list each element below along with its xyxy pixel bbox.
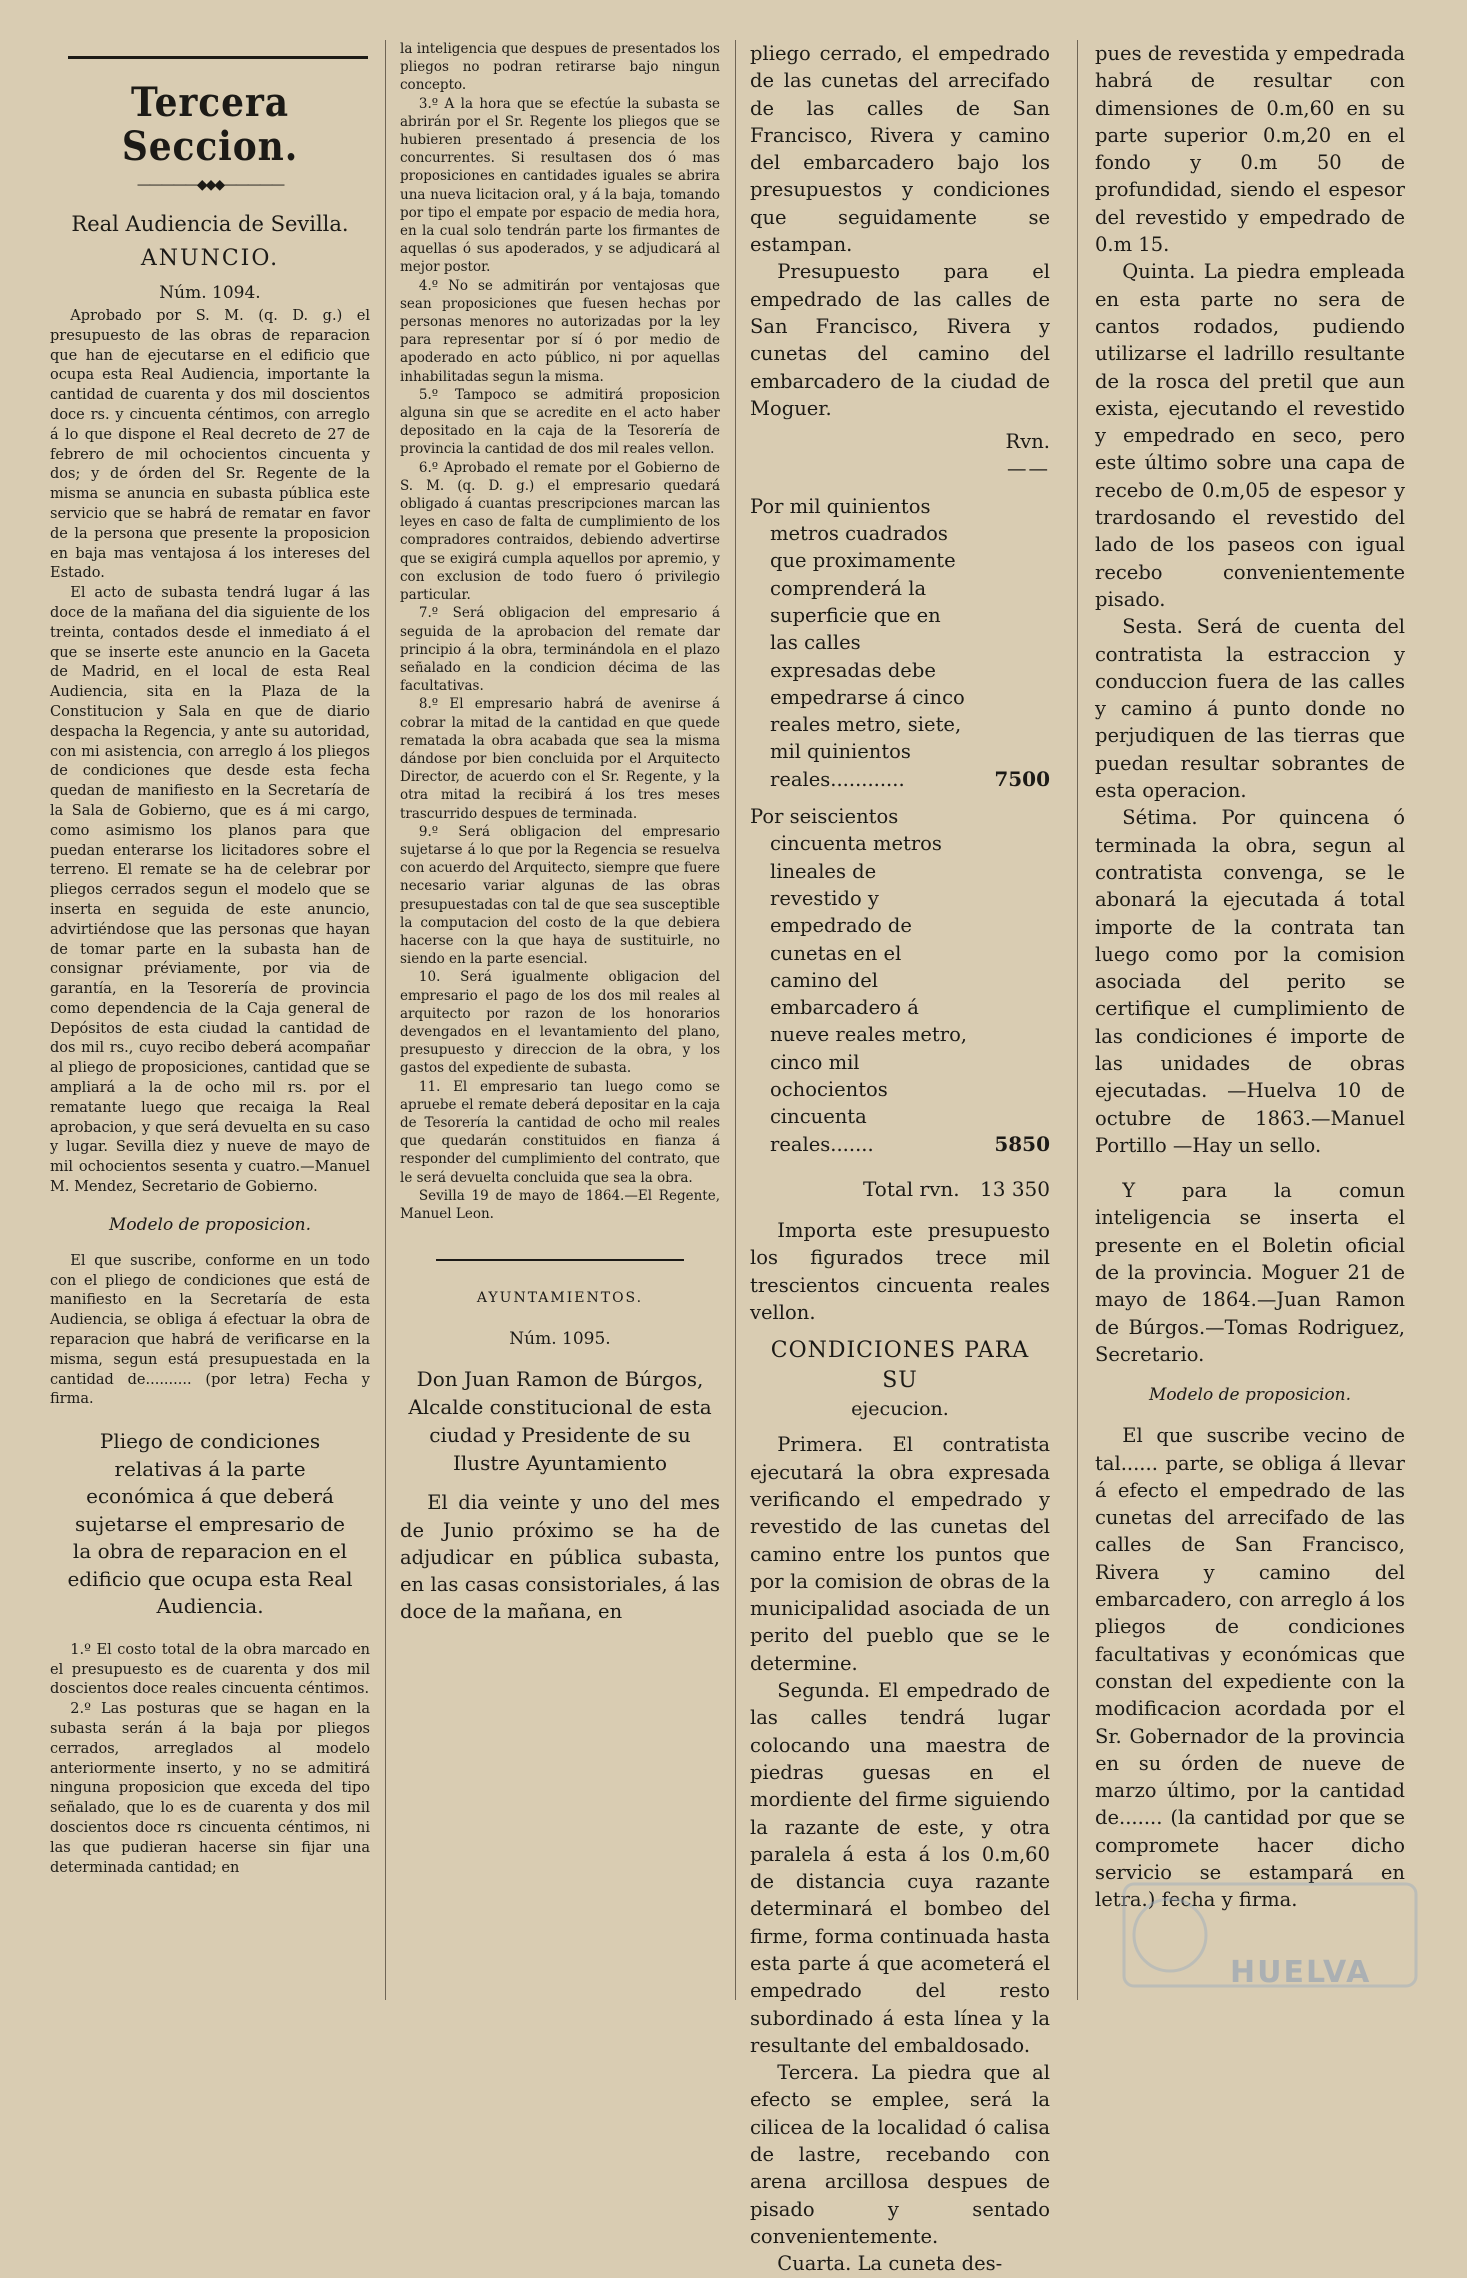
column-divider xyxy=(385,40,386,2000)
condition-item: 9.º Será obligacion del empresario sujetarse á lo que por la Regencia se resuelva con acuerdo del Arquitecto, siempre que fuere necesario variar algunas de las obras presupuestadas con tal de que sea susceptible la computacion del costo de la que debiera hacerse con la que haya de sustituirle, no siendo en la parte esencial. xyxy=(400,823,720,968)
condition-item: Cuarta. La cuneta des- xyxy=(777,2252,1003,2276)
paragraph: Y para la comun inteligencia se inserta el presente en el Boletin oficial de la provincia. Moguer 21 de mayo de 1864.—Juan Ramon de Búrgos.—Tomas Rodriguez, Secretario. xyxy=(1095,1179,1405,1366)
column-divider xyxy=(735,40,736,2000)
condiciones-heading: CONDICIONES PARA SU xyxy=(770,1338,1030,1394)
total-label: Total rvn. xyxy=(863,1176,960,1201)
condition-item: Sétima. Por quincena ó terminada la obra, segun al contratista convenga, se le abonará la ejecutada á total importe de la contrata tan luego como por la comision asociada del perito se certifique el cumplimiento de las condiciones é importe de las unidades de obras ejecutadas. —Huelva 10 de octubre de 1863.—Manuel Portillo —Hay un sello. xyxy=(1095,806,1405,1157)
currency-label: Rvn. xyxy=(1005,430,1050,454)
stamp-text: HUELVA xyxy=(1230,1955,1372,1990)
condition-item: Tercera. La piedra que al efecto se emplee, será la cilicea de la localidad ó calisa de lastre, recebando con arena arcillosa despues de pisado y sentado convenientemente. xyxy=(750,2061,1050,2248)
condition-item: Sesta. Será de cuenta del contratista la estraccion y conduccion fuera de las calles y camino á punto donde no perjudiquen de las tierras que puedan resultar sobrantes de esta operacion. xyxy=(1095,615,1405,803)
paragraph: Importa este presupuesto los figurados trece mil trescientos cincuenta reales vellon. xyxy=(750,1219,1050,1325)
section-title: Tercera Seccion. xyxy=(121,79,299,170)
audiencia-heading: Real Audiencia de Sevilla. xyxy=(71,212,349,236)
column-2 xyxy=(400,40,720,1626)
budget-item-amount: 5850 xyxy=(994,1131,1050,1156)
notice-number: Núm. 1094. xyxy=(159,283,261,303)
budget-item xyxy=(750,803,1050,1158)
budget-total xyxy=(750,1176,1050,1203)
dash-rule: —— xyxy=(1007,457,1050,481)
paragraph: la inteligencia que despues de presentados los pliegos no podran retirarse bajo ningun concepto. xyxy=(400,41,720,94)
budget-item xyxy=(750,493,1050,793)
pliego-heading: Pliego de condiciones relativas á la parte económica á que deberá sujetarse el empresario de la obra de reparacion en el edificio que ocupa esta Real Audiencia. xyxy=(67,1429,353,1619)
modelo-text: El que suscribe vecino de tal...... parte, se obliga á llevar á efecto el empedrado de las cunetas del arrecifado de las calles de San Francisco, Rivera y camino del embarcadero, con arreglo á los pliegos de condiciones facultativas y económicas que constan del expediente con la modificacion acordada por el Sr. Gobernador de la provincia en su órden de nueve de marzo último, por la cantidad de....... (la cantidad por que se compromete hacer dicho servicio se estampará en letra.) fecha y firma. xyxy=(1095,1424,1405,1912)
ornament-divider: —————◆◆◆————— xyxy=(136,177,284,193)
modelo-heading: Modelo de proposicion. xyxy=(108,1214,312,1235)
paragraph: pues de revestida y empedrada habrá de resultar con dimensiones de 0.m,60 en su parte superior 0.m,20 en el fondo y 0.m 50 de profundidad, siendo el espesor del revestido y empedrado de 0.m 15. xyxy=(1095,42,1405,257)
budget-item-text: Por mil quinientos metros cuadrados que proximamente comprenderá la superficie que en las calles expresadas debe empedrarse á cinco reales metro, siete, mil quinientos reales............ xyxy=(750,494,965,791)
condition-item: Segunda. El empedrado de las calles tendrá lugar colocando una maestra de piedras guesas en el mordiente del firme siguiendo la razante de este, y otra paralela á esta á los 0.m,60 de distancia cuya razante determinará el bombeo del firme, forma continuada hasta esta parte á que acometerá el empedrado del resto subordinado á esta línea y la resultante del embaldosado. xyxy=(750,1679,1050,2057)
condiciones-subheading: ejecucion. xyxy=(851,1398,949,1421)
signature: Sevilla 19 de mayo de 1864.—El Regente, Manuel Leon. xyxy=(400,1187,720,1222)
condition-item: 11. El empresario tan luego como se apruebe el remate deberá depositar en la caja de Tesorería la cantidad de ocho mil reales que quedarán constituidos en fianza á responder del cumplimiento del contrato, que le será devuelta concluida que sea la obra. xyxy=(400,1078,720,1186)
condition-item: 2.º Las posturas que se hagan en la subasta serán á la baja por pliegos cerrados, arreglados al modelo anteriormente inserto, y no se admitirá ninguna proposicion que exceda del tipo señalado, que lo es de cuarenta y dos mil doscientos doce rs cincuenta céntimos, ni las que pudieran hacerse sin fijar una determinada cantidad; en xyxy=(50,1701,370,1876)
condition-item: 7.º Será obligacion del empresario á seguida de la aprobacion del remate dar principio á la obra, terminándola en el plazo señalado en la condicion décima de las facultativas. xyxy=(400,605,720,695)
subasta-text: El dia veinte y uno del mes de Junio próximo se ha de adjudicar en pública subasta, en las casas consistoriales, á las doce de la mañana, en xyxy=(400,1491,720,1624)
presupuesto-title: Presupuesto para el empedrado de las calles de San Francisco, Rivera y cunetas del camino del embarcadero de la ciudad de Moguer. xyxy=(750,260,1050,420)
modelo-text: El que suscribe, conforme en un todo con el pliego de condiciones que está de manifiesto en la Secretaría de esta Audiencia, se obliga á efectuar la obra de reparacion que habrá de verificarse en la misma, segun está presupuestada en la cantidad de.......... (por letra) Fecha y firma. xyxy=(50,1252,370,1408)
alcalde-heading: Don Juan Ramon de Búrgos, Alcalde constitucional de esta ciudad y Presidente de su Ilustre Ayuntamiento xyxy=(408,1367,712,1476)
top-rule xyxy=(68,56,368,59)
budget-item-amount: 7500 xyxy=(994,766,1050,791)
condition-item: 5.º Tampoco se admitirá proposicion alguna sin que se acredite en el acto haber depositado en la caja de la Tesorería de provincia la cantidad de dos mil reales vellon. xyxy=(400,386,720,458)
paragraph: Aprobado por S. M. (q. D. g.) el presupuesto de las obras de reparacion que han de ejecutarse en el edificio que ocupa esta Real Audiencia, importante la cantidad de cuarenta y dos mil doscientos doce rs. y cincuenta céntimos, con arreglo á lo que dispone el Real decreto de 27 de febrero de mil ochocientos cincuenta y dos; y de órden del Sr. Regente de la misma se anuncia en subasta pública este servicio que se habrá de rematar en favor de la persona que presente la proposicion en baja mas ventajosa á los intereses del Estado. xyxy=(50,308,370,582)
condition-item: Primera. El contratista ejecutará la obra expresada verificando el empedrado y revestido de las cunetas del camino entre los puntos que por la comision de obras de la municipalidad asociada de un perito del pueblo que se le determine. xyxy=(750,1433,1050,1675)
total-amount: 13 350 xyxy=(980,1176,1050,1201)
condition-item: 10. Será igualmente obligacion del empresario el pago de los dos mil reales al arquitecto por razon de los honorarios devengados en el levantamiento del plano, presupuesto y direccion de la obra, y los gastos del expediente de subasta. xyxy=(400,969,720,1077)
notice-number: Núm. 1095. xyxy=(509,1329,611,1350)
modelo-heading: Modelo de proposicion. xyxy=(1148,1385,1352,1406)
ayuntamientos-heading: AYUNTAMIENTOS. xyxy=(476,1290,644,1307)
condition-item: 4.º No se admitirán por ventajosas que sean proposiciones que fuesen hechas por personas menores no autorizadas por la ley para representar por sí ó por medio de apoderado en acto público, ni por aquellas inhabilitadas segun la misma. xyxy=(400,277,720,385)
budget-item-text: Por seiscientos cincuenta metros lineales de revestido y empedrado de cunetas en el camino del embarcadero á nueve reales metro, cinco mil ochocientos cincuenta reales....... xyxy=(750,805,968,1156)
column-divider xyxy=(1077,40,1078,2000)
column-3 xyxy=(750,40,1050,2278)
condition-item: 6.º Aprobado el remate por el Gobierno de S. M. (q. D. g.) el empresario quedará obligado á cuantas prescripciones marcan las leyes en caso de falta de cumplimiento de los compradores contraidos, debiendo advertirse que se exigirá cumpla aquellos por apremio, y con exclusion de todo fuero ó privilegio particular. xyxy=(400,459,720,604)
paragraph: El acto de subasta tendrá lugar á las doce de la mañana del dia siguiente de los treinta, contados desde el inmediato á el que se inserte este anuncio en la Gaceta de Madrid, en el local de esta Real Audiencia, sita en la Plaza de la Constitucion y Sala en que de diario despacha la Regencia, y ante su autoridad, con mi asistencia, con arreglo á los pliegos de condiciones que desde esta fecha quedan de manifiesto en la Secretaría de la Sala de Gobierno, que es á mi cargo, como asimismo los planos para que puedan enterarse los licitadores sobre el terreno. El remate se ha de celebrar por pliegos cerrados segun el modelo que se inserta en seguida de este anuncio, advirtiéndose que las personas que hayan de tomar parte en la subasta han de consignar préviamente, por via de garantía, en la Tesorería de provincia como dependencia de la Caja general de Depósitos de esta ciudad la cantidad de dos mil rs., cuyo recibo deberá acompañar al pliego de proposiciones, cantidad que se ampliará a la de ocho mil rs. por el rematante luego que recaiga la Real aprobacion, y que será devuelta en su caso y lugar. Sevilla diez y nueve de mayo de mil ochocientos sesenta y cuatro.—Manuel M. Mendez, Secretario de Gobierno. xyxy=(50,585,370,1196)
paragraph: pliego cerrado, el empedrado de las cunetas del arrecifado de las calles de San Francisco, Rivera y camino del embarcadero bajo los presupuestos y condiciones que seguidamente se estampan. xyxy=(750,42,1050,257)
condition-item: 1.º El costo total de la obra marcado en el presupuesto es de cuarenta y dos mil doscientos doce reales cincuenta céntimos. xyxy=(50,1641,370,1698)
condition-item: Quinta. La piedra empleada en esta parte no sera de cantos rodados, pudiendo utilizarse el ladrillo resultante de la rosca del pretil que aun exista, ejecutando el revestido y empedrado en seco, pero este último sobre una capa de recebo de 0.m,05 de espesor y trardosando el revestido del lado de los paseos con igual recebo convenientemente pisado. xyxy=(1095,260,1405,611)
separator-rule xyxy=(436,1259,684,1261)
anuncio-heading: ANUNCIO. xyxy=(140,246,280,271)
condition-item: 3.º A la hora que se efectúe la subasta se abrirán por el Sr. Regente los pliegos que se hubieren presentado á presencia de los concurrentes. Si resultasen dos ó mas proposiciones en cantidades iguales se abrira una nueva licitacion oral, y á la baja, tomando por tipo el empate por espacio de media hora, en la cual solo tendrán parte los firmantes de aquellas ó sus apoderados, y se adjudicará al mejor postor. xyxy=(400,95,720,276)
column-4 xyxy=(1095,40,1405,1914)
condition-item: 8.º El empresario habrá de avenirse á cobrar la mitad de la cantidad en que quede rematada la obra acabada que sea la misma dándose por bien concluida por el Arquitecto Director, de acuerdo con el Sr. Regente, y la otra mitad la recibirá á los tres meses trascurrido despues de terminada. xyxy=(400,696,720,822)
column-1 xyxy=(50,40,370,1878)
